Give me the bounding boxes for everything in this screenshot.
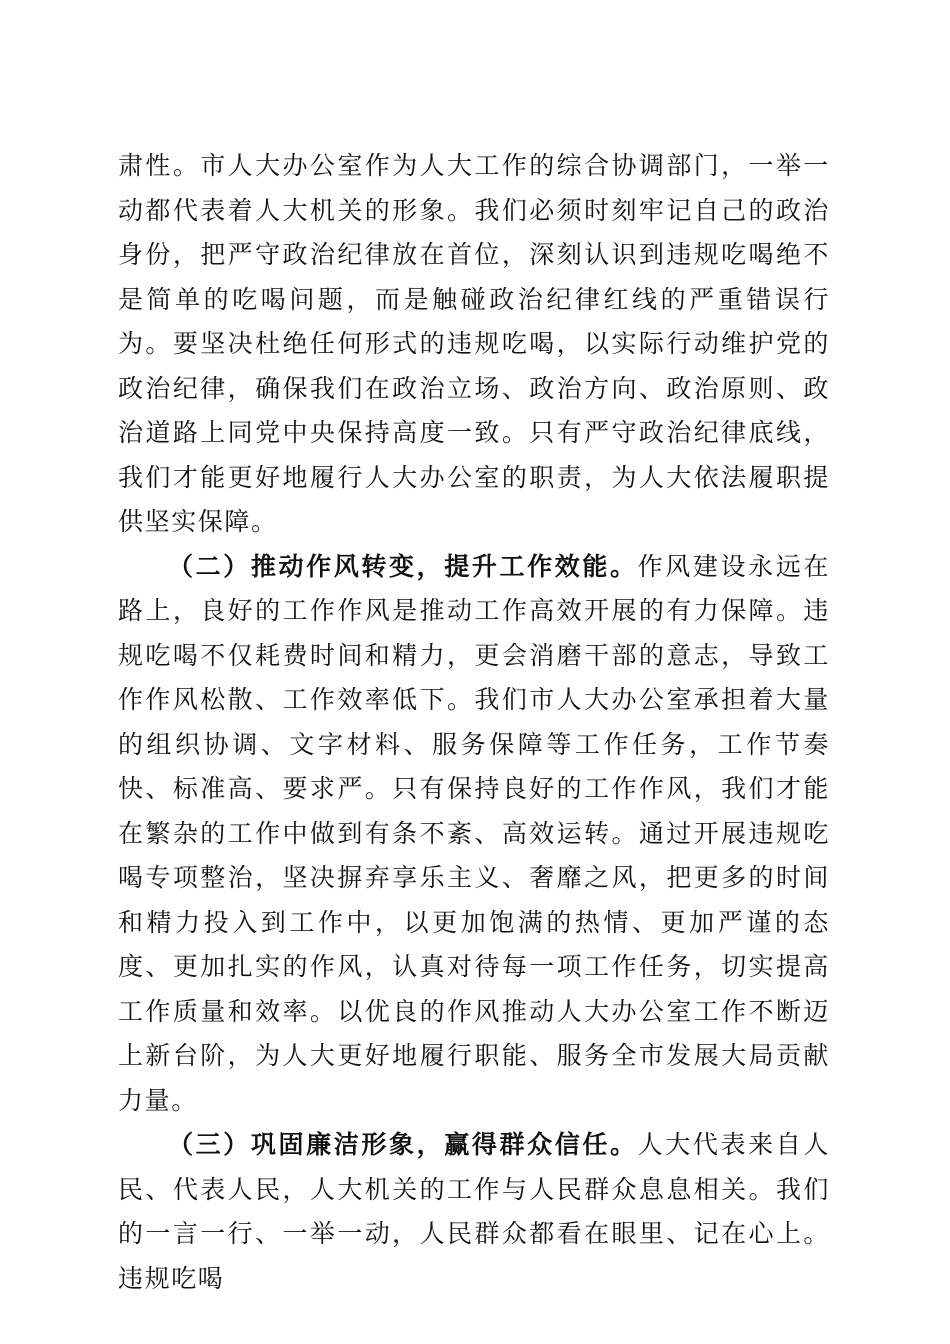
- paragraph-3-text: 人大代表来自人民、代表人民，人大机关的工作与人民群众息息相关。我们的一言一行、一举一动，人民群众都看在眼里、记在心上。违规吃喝: [118, 1130, 830, 1293]
- paragraph-2-text: 作风建设永远在路上，良好的工作作风是推动工作高效开展的有力保障。违规吃喝不仅耗费时间和精力，更会消磨干部的意志，导致工作作风松散、工作效率低下。我们市人大办公室承担着大量的组织协调、文字材料、服务保障等工作任务，工作节奏快、标准高、要求严。只有保持良好的工作作风，我们才能在繁杂的工作中做到有条不紊、高效运转。通过开展违规吃喝专项整治，坚决摒弃享乐主义、奢靡之风，把更多的时间和精力投入到工作中，以更加饱满的热情、更加严谨的态度、更加扎实的作风，认真对待每一项工作任务，切实提高工作质量和效率。以优良的作风推动人大办公室工作不断迈上新台阶，为人大更好地履行职能、服务全市发展大局贡献力量。: [118, 551, 830, 1115]
- section-heading-3: （三）巩固廉洁形象，赢得群众信任。: [168, 1130, 638, 1159]
- document-page: [118, 144, 830, 1301]
- section-heading-2: （二）推动作风转变，提升工作效能。: [168, 551, 638, 581]
- paragraph-1: [118, 144, 830, 545]
- paragraph-2: [118, 545, 830, 1124]
- paragraph-1-text: 肃性。市人大办公室作为人大工作的综合协调部门，一举一动都代表着人大机关的形象。我们必须时刻牢记自己的政治身份，把严守政治纪律放在首位，深刻认识到违规吃喝绝不是简单的吃喝问题，而是触碰政治纪律红线的严重错误行为。要坚决杜绝任何形式的违规吃喝，以实际行动维护党的政治纪律，确保我们在政治立场、政治方向、政治原则、政治道路上同党中央保持高度一致。只有严守政治纪律底线，我们才能更好地履行人大办公室的职责，为人大依法履职提供坚实保障。: [118, 151, 830, 536]
- paragraph-3: [118, 1123, 830, 1301]
